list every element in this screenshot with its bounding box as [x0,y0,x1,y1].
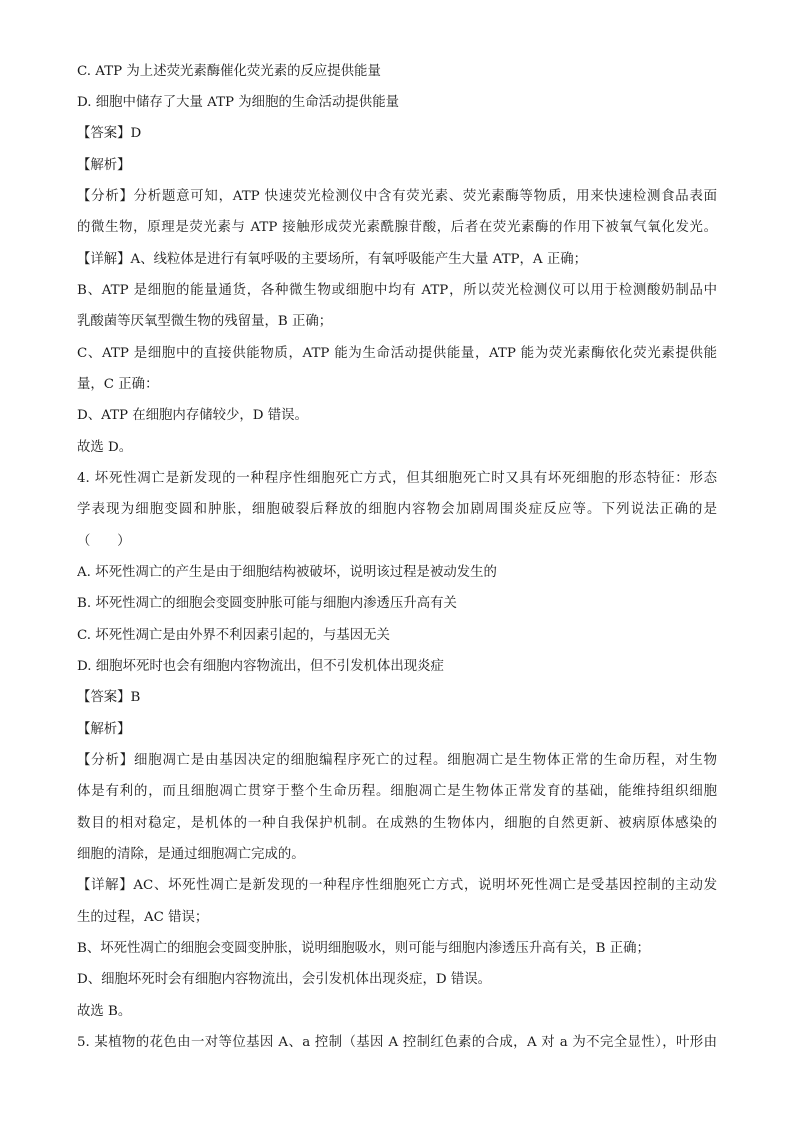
answer-label-q4: 【答案】B [77,690,141,705]
analysis-text-q4-line4: 细胞的清除，是通过细胞凋亡完成的。 [77,847,305,862]
analysis-text-q3-line1: 【分析】分析题意可知，ATP 快速荧光检测仪中含有荧光素、荧光素酶等物质，用来快速检测食品表面 [77,189,717,204]
option-c-prev: C. ATP 为上述荧光素酶催化荧光素的反应提供能量 [77,64,381,79]
option-d-q4: D. 细胞坏死时也会有细胞内容物流出，但不引发机体出现炎症 [77,659,444,674]
detail-text-q4-b: B、坏死性凋亡的细胞会变圆变肿胀，说明细胞吸水，则可能与细胞内渗透压升高有关，B 正确； [77,941,650,956]
detail-text-q3-d: D、ATP 在细胞内存储较少，D 错误。 [77,408,308,423]
question-4-line1: 4. 坏死性凋亡是新发现的一种程序性细胞死亡方式，但其细胞死亡时又具有坏死细胞的形态特征：形态 [77,471,717,486]
detail-text-q4-d: D、细胞坏死时会有细胞内容物流出，会引发机体出现炎症，D 错误。 [77,972,492,987]
detail-text-q4-ac-line2: 生的过程，AC 错误； [77,910,209,925]
option-d-prev: D. 细胞中储存了大量 ATP 为细胞的生命活动提供能量 [77,95,399,110]
analysis-heading-q3: 【解析】 [77,158,131,173]
option-c-q4: C. 坏死性凋亡是由外界不利因素引起的，与基因无关 [77,628,390,643]
detail-text-q3-a: 【详解】A、线粒体是进行有氧呼吸的主要场所，有氧呼吸能产生大量 ATP，A 正确； [77,252,588,267]
answer-label-q3: 【答案】D [77,126,142,141]
analysis-text-q4-line2: 体是有利的，而且细胞凋亡贯穿于整个生命历程。细胞凋亡是生物体正常发育的基础，能维持组织细胞 [77,784,717,799]
analysis-text-q4-line3: 数目的相对稳定，是机体的一种自我保护机制。在成熟的生物体内，细胞的自然更新、被病原体感染的 [77,816,717,831]
question-4-line2: 学表现为细胞变圆和肿胀，细胞破裂后释放的细胞内容物会加剧周围炎症反应等。下列说法正确的是 [77,502,717,517]
option-b-q4: B. 坏死性凋亡的细胞会变圆变肿胀可能与细胞内渗透压升高有关 [77,596,457,611]
analysis-heading-q4: 【解析】 [77,722,131,737]
option-a-q4: A. 坏死性凋亡的产生是由于细胞结构被破坏，说明该过程是被动发生的 [77,565,497,580]
detail-text-q3-c-line2: 量，C 正确： [77,377,159,392]
conclusion-q3: 故选 D。 [77,440,133,455]
question-5-line1: 5. 某植物的花色由一对等位基因 A、a 控制（基因 A 控制红色素的合成，A 对 a 为不完全显性），叶形由 [77,1035,717,1050]
detail-text-q3-b-line2: 乳酸菌等厌氧型微生物的残留量，B 正确； [77,314,333,329]
question-4-blank: （ ） [77,534,131,549]
analysis-text-q4-line1: 【分析】细胞凋亡是由基因决定的细胞编程序死亡的过程。细胞凋亡是生物体正常的生命历程，对生物 [77,753,717,768]
conclusion-q4: 故选 B。 [77,1004,132,1019]
detail-text-q3-b-line1: B、ATP 是细胞的能量通货，各种微生物或细胞中均有 ATP，所以荧光检测仪可以用于检测酸奶制品中 [77,283,717,298]
detail-text-q4-ac-line1: 【详解】AC、坏死性凋亡是新发现的一种程序性细胞死亡方式，说明坏死性凋亡是受基因控制的主动发 [77,878,717,893]
detail-text-q3-c-line1: C、ATP 是细胞中的直接供能物质，ATP 能为生命活动提供能量，ATP 能为荧光素酶依化荧光素提供能 [77,346,717,361]
analysis-text-q3-line2: 的微生物，原理是荧光素与 ATP 接触形成荧光素酰腺苷酸，后者在荧光素酶的作用下被氧气氧化发光。 [77,220,717,235]
